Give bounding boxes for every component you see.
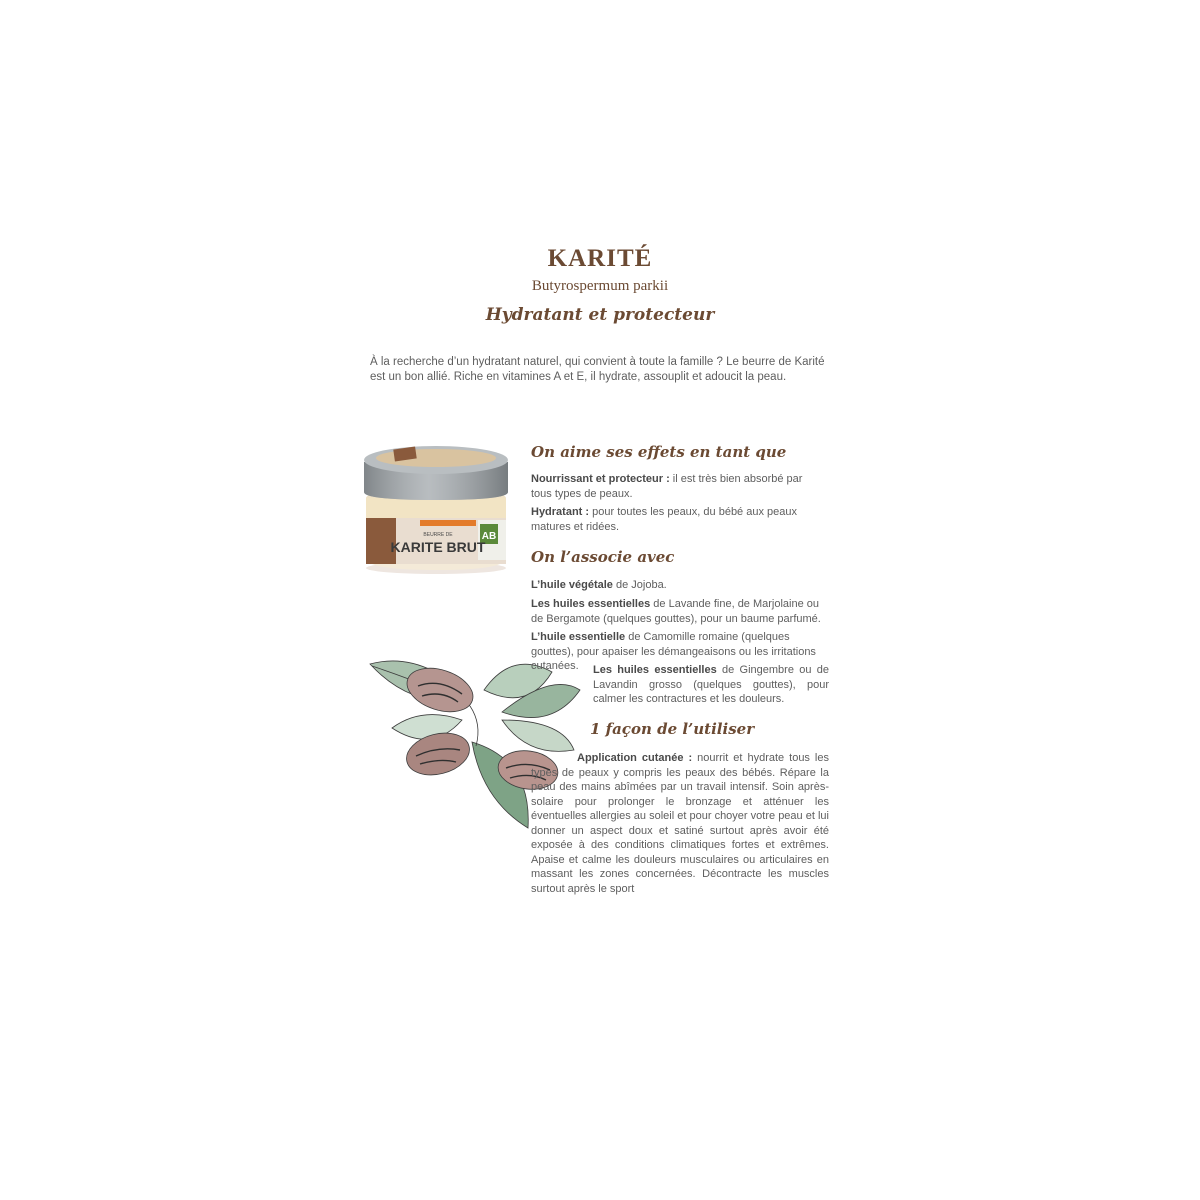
usage-heading: 1 façon de l’utiliser bbox=[590, 720, 755, 738]
combine-item-text: de Lavande fine, de Marjolaine ou de Bergamote (quelques gouttes), pour un baume parfumé. bbox=[531, 598, 821, 625]
effects-item bbox=[531, 505, 803, 534]
combine-item bbox=[531, 578, 829, 593]
effects-item-text: il est très bien absorbé par tous types de peaux. bbox=[531, 473, 803, 500]
combine-item-text: de Gingembre ou de Lavandin grosso (quelques gouttes), pour calmer les contractures et les douleurs. bbox=[593, 664, 829, 705]
intro-paragraph: À la recherche d’un hydratant naturel, qui convient à toute la famille ? Le beurre de Karité est un bon allié. Riche en vitamines A et E, il hydrate, assouplit et adoucit la peau. bbox=[370, 356, 825, 383]
page-title: KARITÉ bbox=[547, 245, 653, 272]
effects-heading: On aime ses effets en tant que bbox=[531, 443, 787, 461]
effects-item-term: Nourrissant et protecteur : bbox=[531, 473, 670, 485]
effects-item-term: Hydratant : bbox=[531, 506, 590, 518]
combine-item-text: de Jojoba. bbox=[612, 579, 667, 591]
effects-item bbox=[531, 472, 823, 501]
usage-text: nourrit et hydrate tous les types de peaux y compris les peaux des bébés. Répare la peau des mains abîmées par un travail intensif. Soin après-solaire pour prolonger le bronzage et atténuer les éventuelles allergies au soleil et pour choyer votre peau et lui donner un aspect doux et satiné surtout après avoir été exposée à des conditions climatiques fortes et extrêmes. Apaise et calme les douleurs musculaires ou articulaires en massant les zones concernées. Décontracte les muscles surtout après le sport bbox=[531, 752, 829, 895]
combine-item-text: de Camomille romaine (quelques gouttes), pour apaiser les démangeaisons ou les irritations cutanées. bbox=[531, 631, 816, 672]
jar-label-top: BEURRE DE bbox=[423, 532, 453, 538]
product-jar-image bbox=[360, 440, 512, 576]
combine-item-term: L’huile essentielle bbox=[531, 631, 626, 643]
effects-item-text: pour toutes les peaux, du bébé aux peaux matures et ridées. bbox=[531, 506, 797, 533]
combine-item-term: Les huiles essentielles bbox=[531, 598, 651, 610]
usage-term: Application cutanée : bbox=[577, 752, 693, 764]
latin-name: Butyrospermum parkii bbox=[531, 278, 669, 294]
combine-item bbox=[531, 597, 829, 626]
combine-item bbox=[593, 663, 829, 707]
tagline: Hydratant et protecteur bbox=[485, 305, 715, 325]
combine-heading: On l’associe avec bbox=[531, 548, 675, 566]
combine-item-term: L’huile végétale bbox=[531, 579, 613, 591]
usage-paragraph bbox=[531, 751, 829, 896]
jar-badge: AB bbox=[481, 531, 497, 542]
jar-label-main: KARITE BRUT bbox=[390, 539, 486, 555]
combine-item-term: Les huiles essentielles bbox=[593, 664, 717, 676]
